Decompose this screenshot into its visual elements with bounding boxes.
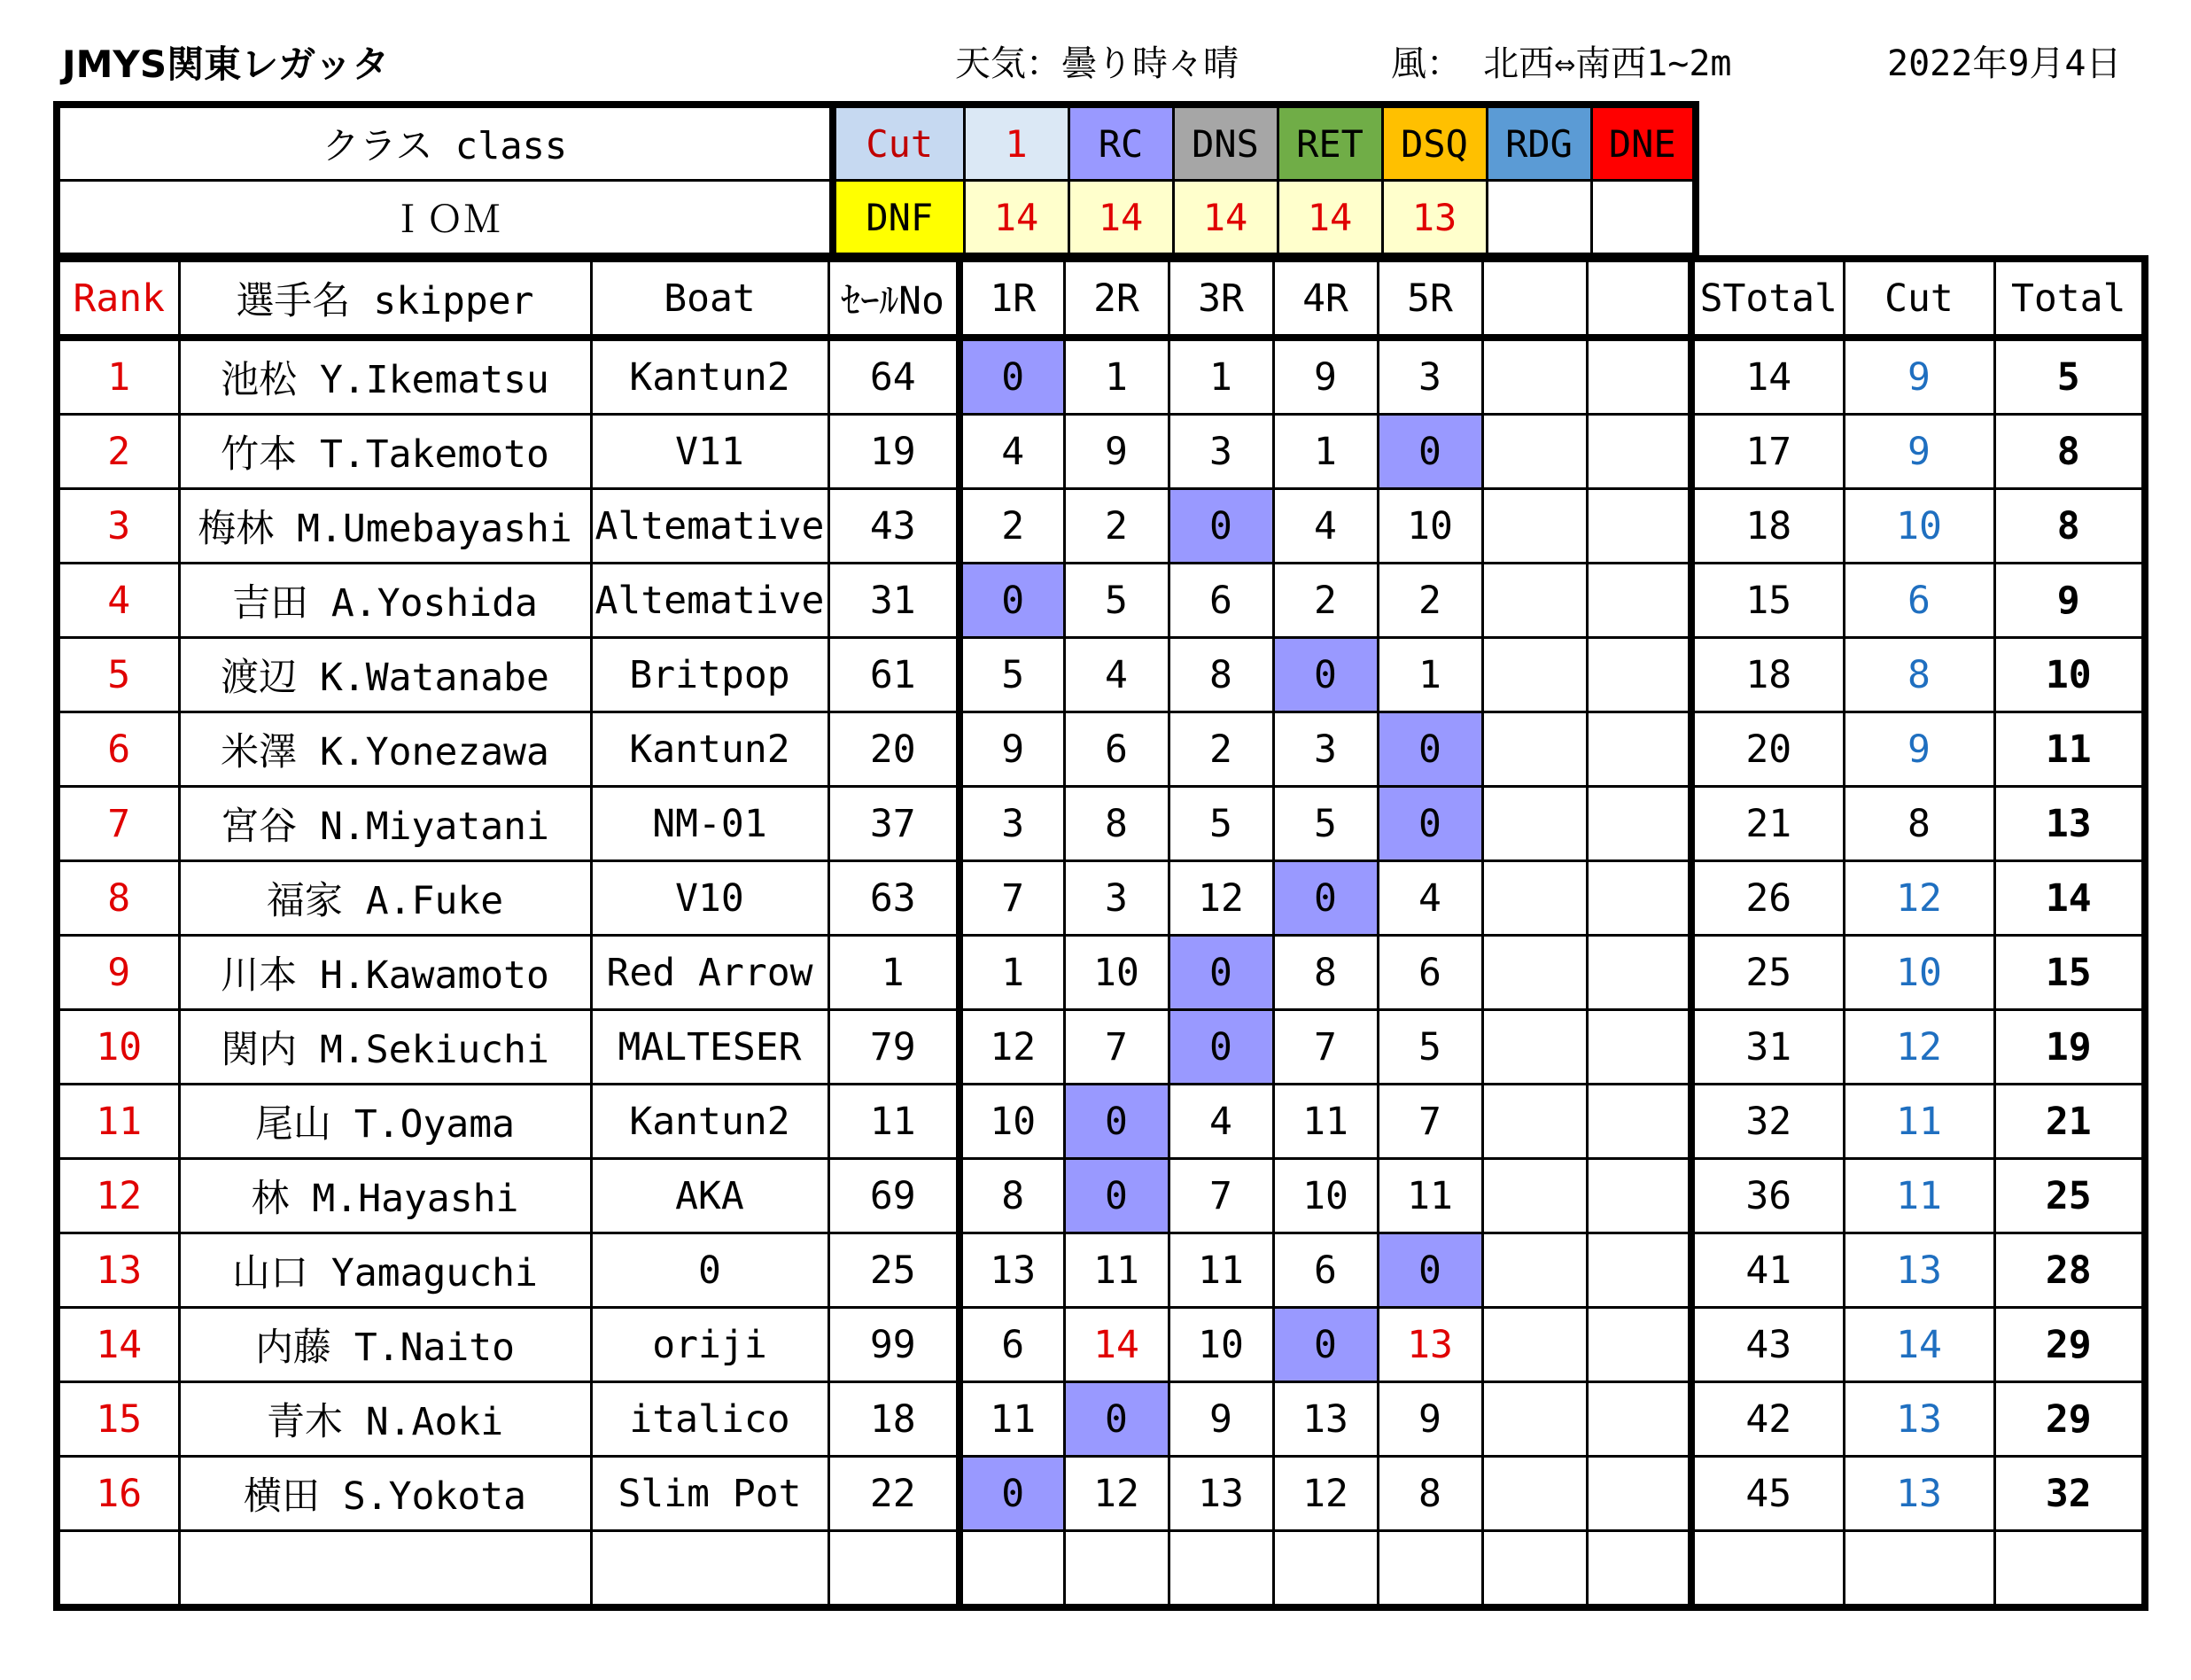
skipper-cell: 竹本 T.Takemoto (179, 415, 591, 489)
legend-value-1: DNF (833, 181, 964, 254)
total-cell: 5 (1994, 338, 2145, 415)
race-2-score: 2 (1064, 489, 1169, 564)
total-cell: 32 (1994, 1457, 2145, 1531)
race-5-score: 13 (1378, 1308, 1482, 1382)
cut-cell: 9 (1844, 712, 1994, 787)
race-4-score: 1 (1273, 415, 1378, 489)
sail-number-cell: 99 (828, 1308, 960, 1382)
legend-value-7 (1487, 181, 1591, 254)
sail-number-cell: 1 (828, 936, 960, 1010)
race-5-score: 3 (1378, 338, 1482, 415)
race-2-score: 4 (1064, 638, 1169, 712)
total-cell: 29 (1994, 1308, 2145, 1382)
legend-value-5: 14 (1278, 181, 1382, 254)
race-3-score: 7 (1169, 1159, 1273, 1233)
empty-cell (1587, 564, 1691, 638)
race-1-score: 4 (960, 415, 1064, 489)
results-table (53, 255, 2148, 1611)
race-4-score: 0 (1273, 638, 1378, 712)
race-5-score: 0 (1378, 787, 1482, 861)
cut-cell: 10 (1844, 489, 1994, 564)
rank-cell: 9 (57, 936, 179, 1010)
skipper-cell: 梅林 M.Umebayashi (179, 489, 591, 564)
cut-cell: 8 (1844, 638, 1994, 712)
race-1-score: 0 (960, 564, 1064, 638)
subtotal-cell: 25 (1691, 936, 1844, 1010)
total-cell: 11 (1994, 712, 2145, 787)
legend-code-5: RET (1278, 105, 1382, 181)
sail-number-cell: 63 (828, 861, 960, 936)
legend-value-8 (1591, 181, 1696, 254)
race-5-score: 11 (1378, 1159, 1482, 1233)
race-2-score: 9 (1064, 415, 1169, 489)
empty-cell (1587, 489, 1691, 564)
table-row (57, 936, 2145, 1010)
column-header-4: 1R (960, 259, 1064, 338)
empty-cell (1482, 1457, 1587, 1531)
table-row (57, 712, 2145, 787)
race-1-score: 2 (960, 489, 1064, 564)
sail-number-cell: 69 (828, 1159, 960, 1233)
empty-cell (1587, 1457, 1691, 1531)
boat-cell: V10 (591, 861, 828, 936)
empty-cell (1273, 1531, 1378, 1608)
empty-cell (1691, 1531, 1844, 1608)
table-row (57, 638, 2145, 712)
table-row (57, 564, 2145, 638)
legend-value-2: 14 (964, 181, 1068, 254)
rank-cell: 13 (57, 1233, 179, 1308)
race-3-score: 8 (1169, 638, 1273, 712)
column-header-8: 5R (1378, 259, 1482, 338)
empty-cell (960, 1531, 1064, 1608)
subtotal-cell: 21 (1691, 787, 1844, 861)
race-2-score: 7 (1064, 1010, 1169, 1085)
sail-number-cell: 19 (828, 415, 960, 489)
subtotal-cell: 14 (1691, 338, 1844, 415)
empty-cell (1587, 415, 1691, 489)
cut-cell: 12 (1844, 1010, 1994, 1085)
total-cell: 8 (1994, 415, 2145, 489)
race-3-score: 3 (1169, 415, 1273, 489)
race-4-score: 7 (1273, 1010, 1378, 1085)
race-5-score: 2 (1378, 564, 1482, 638)
cut-cell: 8 (1844, 787, 1994, 861)
race-4-score: 2 (1273, 564, 1378, 638)
skipper-cell: 林 M.Hayashi (179, 1159, 591, 1233)
race-1-score: 5 (960, 638, 1064, 712)
legend-value-3: 14 (1068, 181, 1173, 254)
empty-cell (1378, 1531, 1482, 1608)
boat-cell: Altemative (591, 489, 828, 564)
boat-cell: Kantun2 (591, 712, 828, 787)
race-3-score: 0 (1169, 1010, 1273, 1085)
skipper-cell: 米澤 K.Yonezawa (179, 712, 591, 787)
empty-cell (1482, 1531, 1587, 1608)
sail-number-cell: 79 (828, 1010, 960, 1085)
race-5-score: 10 (1378, 489, 1482, 564)
legend-code-1: Cut (833, 105, 964, 181)
rank-cell: 16 (57, 1457, 179, 1531)
skipper-cell: 横田 S.Yokota (179, 1457, 591, 1531)
empty-cell (179, 1531, 591, 1608)
boat-cell: italico (591, 1382, 828, 1457)
cut-cell: 14 (1844, 1308, 1994, 1382)
skipper-cell: 関内 M.Sekiuchi (179, 1010, 591, 1085)
column-header-0: Rank (57, 259, 179, 338)
race-5-score: 5 (1378, 1010, 1482, 1085)
empty-cell (1994, 1531, 2145, 1608)
legend-value-6: 13 (1382, 181, 1487, 254)
empty-cell (828, 1531, 960, 1608)
boat-cell: Kantun2 (591, 1085, 828, 1159)
cut-cell: 10 (1844, 936, 1994, 1010)
sail-number-cell: 31 (828, 564, 960, 638)
race-1-score: 9 (960, 712, 1064, 787)
empty-cell (1482, 489, 1587, 564)
subtotal-cell: 43 (1691, 1308, 1844, 1382)
empty-cell (1064, 1531, 1169, 1608)
race-3-score: 6 (1169, 564, 1273, 638)
legend-code-2: 1 (964, 105, 1068, 181)
race-3-score: 5 (1169, 787, 1273, 861)
skipper-cell: 池松 Y.Ikematsu (179, 338, 591, 415)
race-2-score: 11 (1064, 1233, 1169, 1308)
column-header-2: Boat (591, 259, 828, 338)
race-1-score: 7 (960, 861, 1064, 936)
race-4-score: 11 (1273, 1085, 1378, 1159)
rank-cell: 8 (57, 861, 179, 936)
empty-cell (1587, 1531, 1691, 1608)
table-row (57, 787, 2145, 861)
race-5-score: 1 (1378, 638, 1482, 712)
empty-cell (1587, 861, 1691, 936)
total-cell: 15 (1994, 936, 2145, 1010)
boat-cell: Kantun2 (591, 338, 828, 415)
empty-cell (57, 1531, 179, 1608)
sail-number-cell: 11 (828, 1085, 960, 1159)
subtotal-cell: 20 (1691, 712, 1844, 787)
sail-number-cell: 37 (828, 787, 960, 861)
table-row (57, 1085, 2145, 1159)
skipper-cell: 福家 A.Fuke (179, 861, 591, 936)
race-4-score: 12 (1273, 1457, 1378, 1531)
column-header-11: STotal (1691, 259, 1844, 338)
empty-cell (591, 1531, 828, 1608)
table-row (57, 1010, 2145, 1085)
race-1-score: 13 (960, 1233, 1064, 1308)
race-2-score: 3 (1064, 861, 1169, 936)
total-cell: 8 (1994, 489, 2145, 564)
empty-cell (1482, 415, 1587, 489)
cut-cell: 11 (1844, 1085, 1994, 1159)
sail-number-cell: 22 (828, 1457, 960, 1531)
column-header-5: 2R (1064, 259, 1169, 338)
empty-cell (1587, 787, 1691, 861)
empty-cell (1587, 1233, 1691, 1308)
race-4-score: 13 (1273, 1382, 1378, 1457)
race-2-score: 6 (1064, 712, 1169, 787)
rank-cell: 10 (57, 1010, 179, 1085)
class-value: ＩＯＭ (57, 181, 833, 254)
skipper-cell: 山口 Yamaguchi (179, 1233, 591, 1308)
empty-cell (1482, 638, 1587, 712)
race-3-score: 12 (1169, 861, 1273, 936)
empty-cell (1587, 712, 1691, 787)
weather-info: 天気：曇り時々晴 (955, 43, 1239, 84)
empty-cell (1482, 1382, 1587, 1457)
boat-cell: Red Arrow (591, 936, 828, 1010)
empty-cell (1482, 1308, 1587, 1382)
race-1-score: 1 (960, 936, 1064, 1010)
race-2-score: 14 (1064, 1308, 1169, 1382)
empty-cell (1482, 1159, 1587, 1233)
table-row (57, 1308, 2145, 1382)
subtotal-cell: 45 (1691, 1457, 1844, 1531)
cut-cell: 6 (1844, 564, 1994, 638)
race-3-score: 9 (1169, 1382, 1273, 1457)
cut-cell: 9 (1844, 338, 1994, 415)
race-1-score: 3 (960, 787, 1064, 861)
event-title: JMYS関東レガッタ (62, 43, 390, 86)
boat-cell: 0 (591, 1233, 828, 1308)
cut-cell: 12 (1844, 861, 1994, 936)
race-3-score: 2 (1169, 712, 1273, 787)
empty-cell (1587, 638, 1691, 712)
skipper-cell: 川本 H.Kawamoto (179, 936, 591, 1010)
boat-cell: V11 (591, 415, 828, 489)
cut-cell: 11 (1844, 1159, 1994, 1233)
boat-cell: AKA (591, 1159, 828, 1233)
total-cell: 13 (1994, 787, 2145, 861)
total-cell: 29 (1994, 1382, 2145, 1457)
race-2-score: 8 (1064, 787, 1169, 861)
sail-number-cell: 64 (828, 338, 960, 415)
race-5-score: 0 (1378, 712, 1482, 787)
race-1-score: 0 (960, 338, 1064, 415)
empty-cell (1482, 1085, 1587, 1159)
race-3-score: 10 (1169, 1308, 1273, 1382)
race-4-score: 9 (1273, 338, 1378, 415)
total-cell: 21 (1994, 1085, 2145, 1159)
race-5-score: 4 (1378, 861, 1482, 936)
empty-cell (1587, 1159, 1691, 1233)
subtotal-cell: 17 (1691, 415, 1844, 489)
column-header-3: ｾｰﾙNo (828, 259, 960, 338)
legend-code-8: DNE (1591, 105, 1696, 181)
race-3-score: 11 (1169, 1233, 1273, 1308)
sail-number-cell: 18 (828, 1382, 960, 1457)
skipper-cell: 尾山 T.Oyama (179, 1085, 591, 1159)
boat-cell: oriji (591, 1308, 828, 1382)
empty-cell (1482, 1233, 1587, 1308)
boat-cell: Altemative (591, 564, 828, 638)
empty-row (57, 1531, 2145, 1608)
column-header-7: 4R (1273, 259, 1378, 338)
skipper-cell: 内藤 T.Naito (179, 1308, 591, 1382)
race-4-score: 10 (1273, 1159, 1378, 1233)
rank-cell: 12 (57, 1159, 179, 1233)
cut-cell: 13 (1844, 1233, 1994, 1308)
empty-cell (1482, 787, 1587, 861)
class-legend-table (53, 101, 1699, 255)
empty-cell (1169, 1531, 1273, 1608)
race-5-score: 9 (1378, 1382, 1482, 1457)
race-2-score: 0 (1064, 1159, 1169, 1233)
empty-cell (1587, 338, 1691, 415)
cut-cell: 13 (1844, 1382, 1994, 1457)
empty-cell (1482, 564, 1587, 638)
legend-code-4: DNS (1173, 105, 1278, 181)
subtotal-cell: 41 (1691, 1233, 1844, 1308)
empty-cell (1587, 1308, 1691, 1382)
rank-cell: 4 (57, 564, 179, 638)
race-1-score: 8 (960, 1159, 1064, 1233)
boat-cell: Slim Pot (591, 1457, 828, 1531)
subtotal-cell: 36 (1691, 1159, 1844, 1233)
total-cell: 19 (1994, 1010, 2145, 1085)
empty-cell (1587, 1382, 1691, 1457)
empty-cell (1587, 1085, 1691, 1159)
race-4-score: 6 (1273, 1233, 1378, 1308)
sail-number-cell: 43 (828, 489, 960, 564)
cut-cell: 13 (1844, 1457, 1994, 1531)
subtotal-cell: 32 (1691, 1085, 1844, 1159)
class-label: クラス class (57, 105, 833, 181)
boat-cell: MALTESER (591, 1010, 828, 1085)
rank-cell: 14 (57, 1308, 179, 1382)
race-4-score: 0 (1273, 861, 1378, 936)
rank-cell: 15 (57, 1382, 179, 1457)
table-row (57, 1382, 2145, 1457)
legend-value-4: 14 (1173, 181, 1278, 254)
rank-cell: 5 (57, 638, 179, 712)
empty-cell (1587, 936, 1691, 1010)
skipper-cell: 吉田 A.Yoshida (179, 564, 591, 638)
skipper-cell: 青木 N.Aoki (179, 1382, 591, 1457)
rank-cell: 1 (57, 338, 179, 415)
race-2-score: 0 (1064, 1085, 1169, 1159)
total-cell: 9 (1994, 564, 2145, 638)
column-header-6: 3R (1169, 259, 1273, 338)
race-2-score: 12 (1064, 1457, 1169, 1531)
column-header-13: Total (1994, 259, 2145, 338)
subtotal-cell: 31 (1691, 1010, 1844, 1085)
total-cell: 10 (1994, 638, 2145, 712)
empty-cell (1482, 712, 1587, 787)
race-1-score: 11 (960, 1382, 1064, 1457)
race-4-score: 3 (1273, 712, 1378, 787)
race-1-score: 0 (960, 1457, 1064, 1531)
race-4-score: 0 (1273, 1308, 1378, 1382)
boat-cell: Britpop (591, 638, 828, 712)
rank-cell: 3 (57, 489, 179, 564)
subtotal-cell: 15 (1691, 564, 1844, 638)
race-4-score: 5 (1273, 787, 1378, 861)
rank-cell: 2 (57, 415, 179, 489)
table-row (57, 1159, 2145, 1233)
race-1-score: 12 (960, 1010, 1064, 1085)
skipper-cell: 宮谷 N.Miyatani (179, 787, 591, 861)
empty-cell (1482, 936, 1587, 1010)
race-5-score: 6 (1378, 936, 1482, 1010)
race-3-score: 1 (1169, 338, 1273, 415)
rank-cell: 11 (57, 1085, 179, 1159)
rank-cell: 7 (57, 787, 179, 861)
column-header-9 (1482, 259, 1587, 338)
race-4-score: 8 (1273, 936, 1378, 1010)
table-row (57, 861, 2145, 936)
sail-number-cell: 61 (828, 638, 960, 712)
race-4-score: 4 (1273, 489, 1378, 564)
skipper-cell: 渡辺 K.Watanabe (179, 638, 591, 712)
race-2-score: 10 (1064, 936, 1169, 1010)
race-3-score: 0 (1169, 489, 1273, 564)
table-row (57, 489, 2145, 564)
cut-cell: 9 (1844, 415, 1994, 489)
table-row (57, 415, 2145, 489)
race-5-score: 8 (1378, 1457, 1482, 1531)
table-row (57, 338, 2145, 415)
race-2-score: 5 (1064, 564, 1169, 638)
empty-cell (1844, 1531, 1994, 1608)
race-5-score: 7 (1378, 1085, 1482, 1159)
race-5-score: 0 (1378, 1233, 1482, 1308)
legend-code-3: RC (1068, 105, 1173, 181)
subtotal-cell: 26 (1691, 861, 1844, 936)
legend-code-6: DSQ (1382, 105, 1487, 181)
boat-cell: NM-01 (591, 787, 828, 861)
table-row (57, 1457, 2145, 1531)
total-cell: 14 (1994, 861, 2145, 936)
empty-cell (1482, 1010, 1587, 1085)
race-3-score: 13 (1169, 1457, 1273, 1531)
sail-number-cell: 20 (828, 712, 960, 787)
race-1-score: 6 (960, 1308, 1064, 1382)
subtotal-cell: 18 (1691, 489, 1844, 564)
rank-cell: 6 (57, 712, 179, 787)
race-3-score: 4 (1169, 1085, 1273, 1159)
total-cell: 25 (1994, 1159, 2145, 1233)
race-3-score: 0 (1169, 936, 1273, 1010)
table-row (57, 1233, 2145, 1308)
event-date: 2022年9月4日 (1887, 43, 2122, 84)
race-5-score: 0 (1378, 415, 1482, 489)
race-1-score: 10 (960, 1085, 1064, 1159)
empty-cell (1482, 338, 1587, 415)
empty-cell (1482, 861, 1587, 936)
legend-code-7: RDG (1487, 105, 1591, 181)
wind-info: 風： 北西⇔南西1~2m (1391, 43, 1732, 84)
subtotal-cell: 42 (1691, 1382, 1844, 1457)
subtotal-cell: 18 (1691, 638, 1844, 712)
race-2-score: 1 (1064, 338, 1169, 415)
column-header-10 (1587, 259, 1691, 338)
column-header-12: Cut (1844, 259, 1994, 338)
race-2-score: 0 (1064, 1382, 1169, 1457)
column-header-1: 選手名 skipper (179, 259, 591, 338)
total-cell: 28 (1994, 1233, 2145, 1308)
sail-number-cell: 25 (828, 1233, 960, 1308)
empty-cell (1587, 1010, 1691, 1085)
